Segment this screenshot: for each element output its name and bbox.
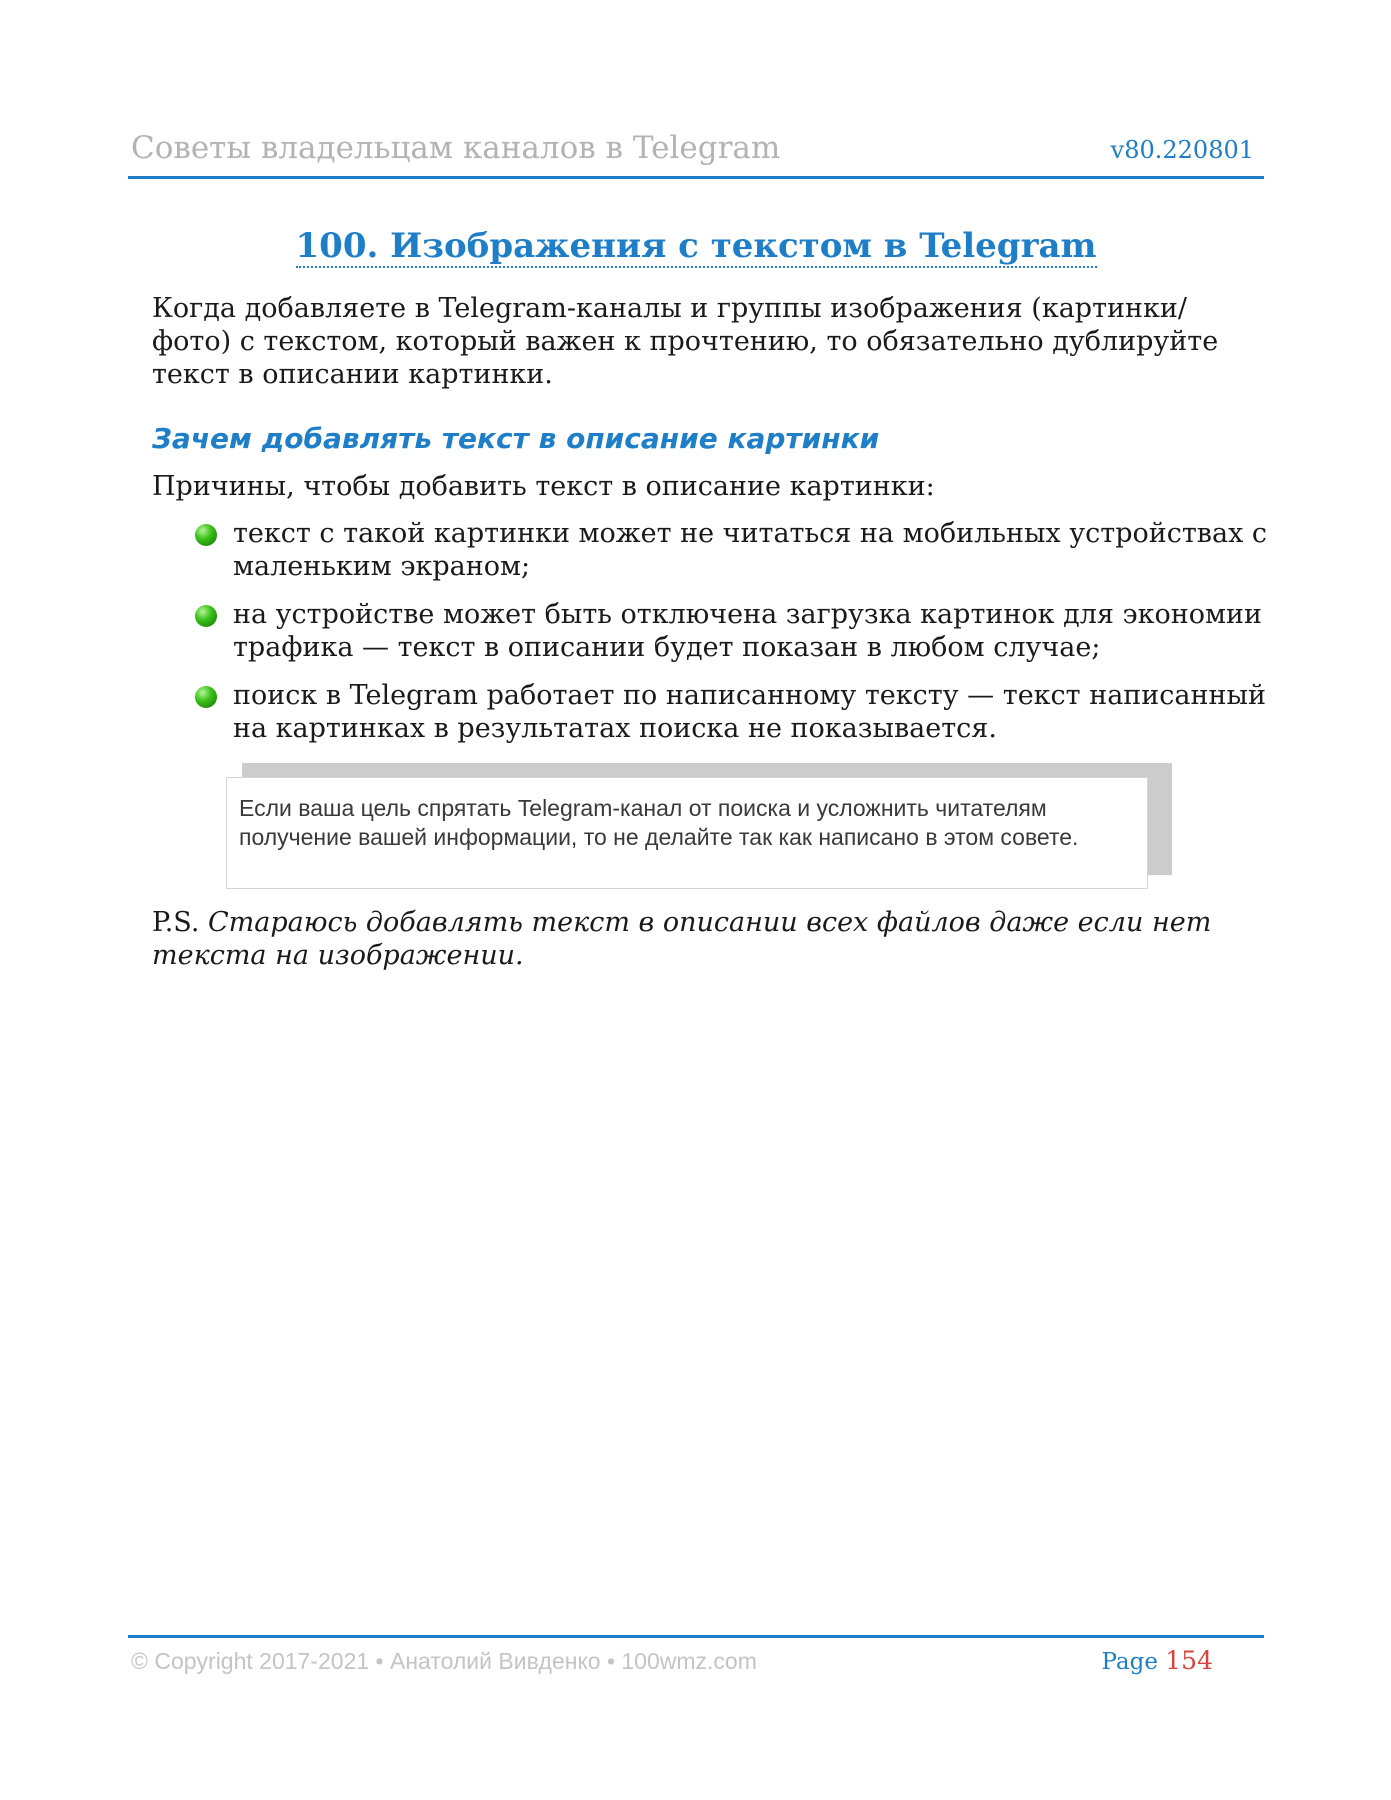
chapter-title — [128, 226, 1264, 266]
note-box — [226, 777, 1148, 889]
list-item — [195, 679, 1275, 745]
ps-paragraph — [152, 906, 1262, 972]
copyright-text: © Copyright 2017-2021 • Анатолий Вивденко • 100wmz.com — [131, 1648, 757, 1674]
version-label: v80.220801 — [1110, 136, 1254, 164]
ps-text: Стараюсь добавлять текст в описании всех файлов даже если нет текста на изображении. — [152, 907, 1212, 971]
note-text: Если ваша цель спрятать Telegram-канал от поиска и усложнить читателям получение вашей информации, то не делайте так как написано в этом совете. — [239, 795, 1079, 850]
list-item-text: поиск в Telegram работает по написанному тексту — текст написанный на картинках в результатах поиска не показывается. — [233, 680, 1266, 744]
list-item — [195, 598, 1275, 664]
section-heading: Зачем добавлять текст в описание картинки — [152, 422, 880, 455]
green-circle-icon — [195, 605, 217, 627]
green-circle-icon — [195, 524, 217, 546]
list-item-text: текст с такой картинки может не читаться на мобильных устройствах с маленьким экраном; — [233, 518, 1268, 582]
page-label: Page — [1101, 1649, 1158, 1675]
list-item — [195, 517, 1275, 583]
intro-paragraph: Когда добавляете в Telegram-каналы и группы изображения (картинки/фото) с текстом, который важен к прочтению, то обязательно дублируйте текст в описании картинки. — [152, 293, 1219, 390]
chapter-title-link[interactable]: 100. Изображения с текстом в Telegram — [295, 226, 1097, 266]
ps-prefix: P.S. — [152, 907, 200, 938]
book-title: Советы владельцам каналов в Telegram — [131, 130, 781, 166]
green-circle-icon — [195, 686, 217, 708]
footer-divider — [128, 1635, 1264, 1638]
list-item-text: на устройстве может быть отключена загрузка картинок для экономии трафика — текст в описании будет показан в любом случае; — [233, 599, 1262, 663]
reasons-list — [195, 517, 1275, 760]
page-number: 154 — [1165, 1646, 1213, 1675]
page-header — [128, 128, 1264, 179]
page-indicator — [1101, 1646, 1213, 1675]
reasons-lead: Причины, чтобы добавить текст в описание картинки: — [152, 471, 935, 502]
